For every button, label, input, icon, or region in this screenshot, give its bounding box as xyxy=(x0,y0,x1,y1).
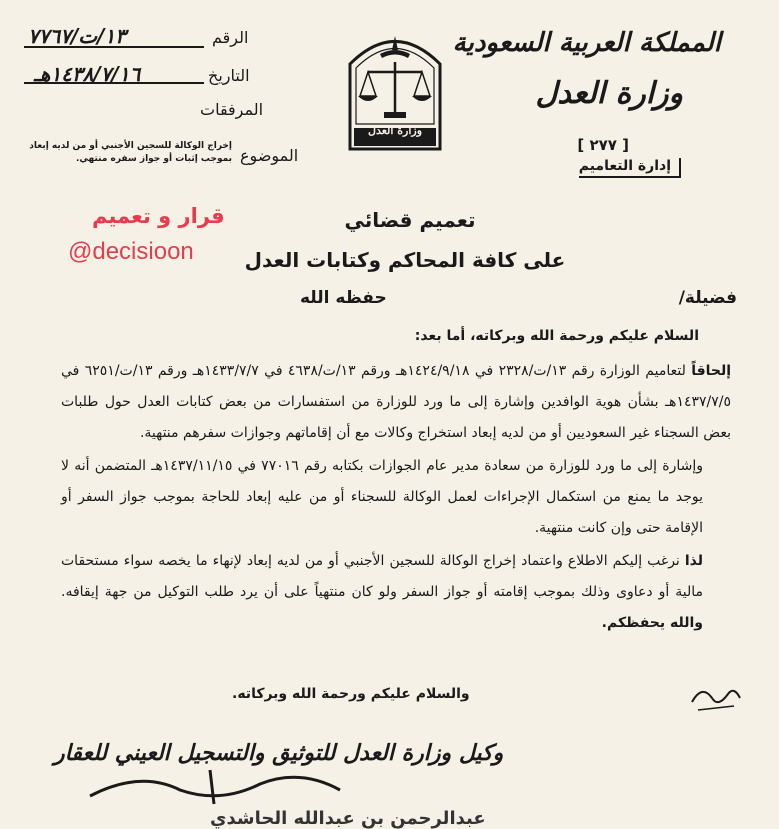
initial-mark-icon xyxy=(688,680,744,716)
subject-text: إخراج الوكالة للسجين الأجنبي أو من لديه إبعاد بموجب إثبات أو جواز سفره منتهي. xyxy=(29,141,232,164)
signatory-title: وكيل وزارة العدل للتوثيق والتسجيل العيني للعقار xyxy=(54,740,504,766)
paragraph-3-text: نرغب إليكم الاطلاع واعتماد إخراج الوكالة للسجين الأجنبي أو من لديه إبعاد لإنهاء ما يخصه سواء مستحقات مالية أو دعاوى وذلك بموجب إقامته أو جواز السفر ولو كان منتهياً على أن يرد طلب التوكيل من جهة إيقافه. xyxy=(61,553,703,600)
circulars-department: إدارة التعاميم xyxy=(579,158,681,178)
paragraph-3-close: والله يحفظكم. xyxy=(601,615,703,631)
date-value: ١٤٣٨/٧/١٦هـ xyxy=(34,62,141,86)
date-label: التاريخ xyxy=(208,66,250,85)
body-text xyxy=(61,356,731,641)
signature-mark-icon xyxy=(60,760,360,810)
paragraph-1-lead: إلحاقاً xyxy=(691,363,732,379)
attachments-label: المرفقات xyxy=(200,100,264,119)
date-line xyxy=(24,82,204,85)
document-title: تعميم قضائي xyxy=(344,208,476,232)
number-label: الرقم xyxy=(212,28,249,47)
paragraph-1 xyxy=(61,356,731,449)
watermark-text: قرار و تعميم xyxy=(92,204,225,228)
ministry-header: وزارة العدل xyxy=(535,76,683,111)
ministry-emblem-icon xyxy=(340,24,450,159)
closing-salam: والسلام عليكم ورحمة الله وبركاته. xyxy=(232,686,470,702)
kingdom-header: المملكة العربية السعودية xyxy=(452,28,721,58)
paragraph-3 xyxy=(61,546,731,639)
subject-label: الموضوع xyxy=(240,146,299,165)
paragraph-1-text: لتعاميم الوزارة رقم ١٣/ت/٢٣٢٨ في ١٤٢٤/٩/١٨هـ ورقم ١٣/ت/٤٦٣٨ في ١٤٣٣/٧/٧هـ ورقم ١٣/ت/٦٢٥١ في ١٤٣٧/٧/٥هـ بشأن هوية الوافدين وإشارة إلى ما ورد للوزارة من استفسارات من بعض كتابات العدل حول طلبات بعض السجناء غير السعوديين أو من لديه إبعاد استخراج وكالات مع أن إقاماتهم وجوازات سفرهم منتهية. xyxy=(61,363,731,441)
watermark-handle: @decisioon xyxy=(68,238,194,265)
salutation-blessing: حفظه الله xyxy=(300,288,387,308)
greeting-line: السلام عليكم ورحمة الله وبركاته، أما بعد: xyxy=(414,328,699,344)
paragraph-3-lead: لذا xyxy=(684,553,703,569)
signatory-name: عبدالرحمن بن عبدالله الحاشدي xyxy=(210,808,486,829)
circular-number: [ ٢٧٧ ] xyxy=(577,136,629,154)
emblem-caption: وزارة العدل xyxy=(367,124,423,137)
paragraph-2: وإشارة إلى ما ورد للوزارة من سعادة مدير عام الجوازات بكتابه رقم ٧٧٠١٦ في ١٤٣٧/١١/١٥هـ المتضمن أنه لا يوجد ما يمنع من استكمال الإجراءات لعمل الوكالة للسجناء أو من عليه إبعاد للحاجة بموجب جواز السفر أو الإقامة حتى وإن كانت منتهية. xyxy=(61,458,703,536)
number-value: ١٣/ت/٧٧٦٧ xyxy=(28,24,126,48)
number-line xyxy=(24,46,204,49)
salutation-honorific: فضيلة/ xyxy=(678,288,737,308)
document-addressee: على كافة المحاكم وكتابات العدل xyxy=(244,248,566,272)
